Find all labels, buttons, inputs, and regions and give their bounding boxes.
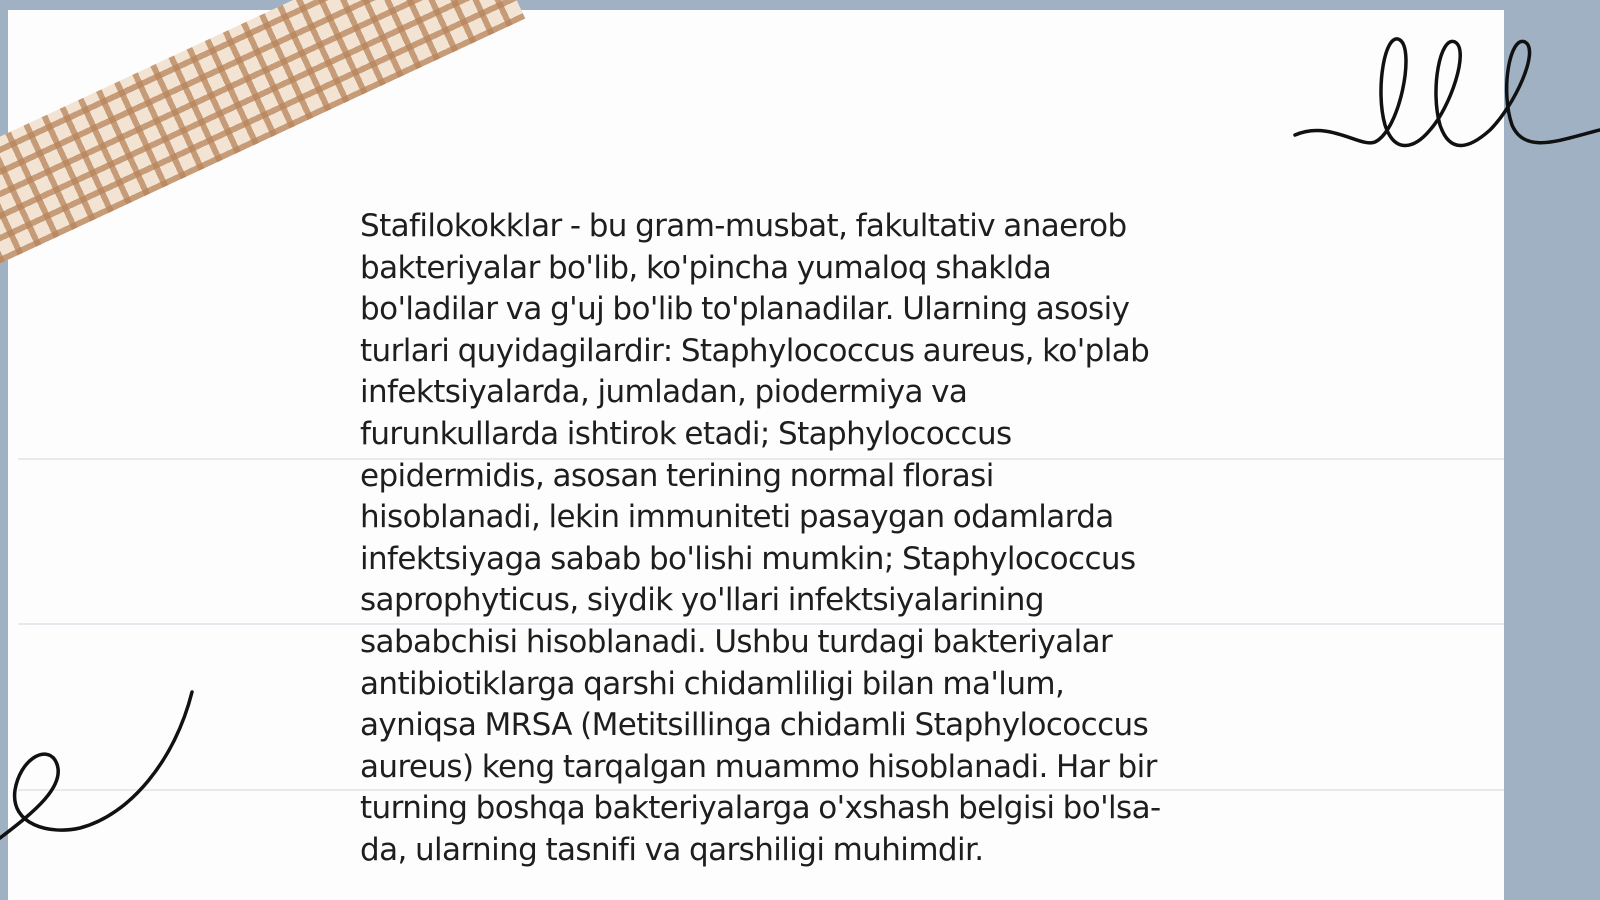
text-line: epidermidis, asosan terining normal florasi <box>360 457 994 494</box>
text-line: turning boshqa bakteriyalarga o'xshash belgisi bo'lsa- <box>360 790 1161 827</box>
text-line: hisoblanadi, lekin immuniteti pasaygan odamlarda <box>360 499 1114 536</box>
text-line: infektsiyalarda, jumladan, piodermiya va <box>360 374 968 411</box>
loop-squiggle-icon <box>1290 30 1600 170</box>
text-line: saprophyticus, siydik yo'llari infektsiyalarining <box>360 582 1044 619</box>
slide-body-text <box>360 206 1260 872</box>
text-line: da, ularning tasnifi va qarshiligi muhimdir. <box>360 831 984 868</box>
text-line: sababchisi hisoblanadi. Ushbu turdagi bakteriyalar <box>360 623 1113 660</box>
text-line: bakteriyalar bo'lib, ko'pincha yumaloq shaklda <box>360 249 1052 286</box>
text-line: antibiotiklarga qarshi chidamliligi bilan ma'lum, <box>360 665 1065 702</box>
text-line: furunkullarda ishtirok etadi; Staphylococcus <box>360 415 1012 452</box>
text-line: infektsiyaga sabab bo'lishi mumkin; Staphylococcus <box>360 540 1136 577</box>
text-line: bo'ladilar va g'uj bo'lib to'planadilar. Ularning asosiy <box>360 291 1130 328</box>
text-line: Stafilokokklar - bu gram-musbat, fakultativ anaerob <box>360 208 1127 244</box>
text-line: aureus) keng tarqalgan muammo hisoblanadi. Har bir <box>360 748 1157 785</box>
swoosh-squiggle-icon <box>0 690 200 850</box>
text-line: turlari quyidagilardir: Staphylococcus aureus, ko'plab <box>360 332 1150 369</box>
text-line: ayniqsa MRSA (Metitsillinga chidamli Staphylococcus <box>360 707 1149 744</box>
